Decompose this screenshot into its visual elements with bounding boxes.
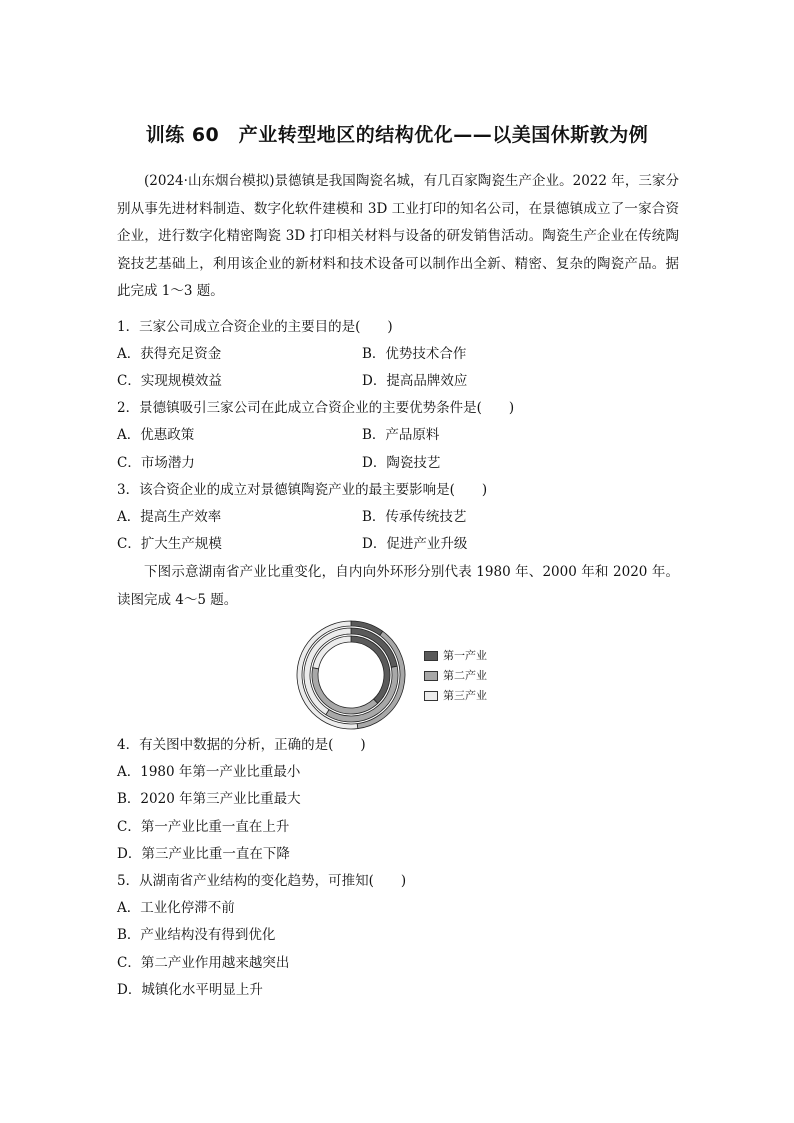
question-4-option-c: C．第一产业比重一直在上升 [117, 819, 290, 835]
legend-primary-swatch [424, 651, 438, 661]
question-1-stem: 1．三家公司成立合资企业的主要目的是( ) [117, 319, 393, 335]
legend-secondary-label: 第二产业 [443, 669, 487, 682]
question-5-stem: 5．从湖南省产业结构的变化趋势，可推知( ) [117, 873, 407, 889]
question-3-option-a: A．提高生产效率 [117, 509, 222, 525]
ring-chart-svg [296, 620, 406, 730]
intro-paragraph-1: (2024·山东烟台模拟)景德镇是我国陶瓷名城，有几百家陶瓷生产企业。2022 年，三家分别从事先进材料制造、数字化软件建模和 3D 工业打印的知名公司，在景德镇成立了一家合资企业，进行数字化精密陶瓷 3D 打印相关材料与设备的研发销售活动。陶瓷生产企业在传统陶瓷技艺基础上，利用该企业的新材料和技术设备可以制作出全新、精密、复杂的陶瓷产品。据此完成 1～3 题。 [117, 173, 679, 299]
legend-tertiary [424, 689, 487, 703]
question-1-option-c: C．实现规模效益 [117, 373, 222, 389]
question-5-option-d: D．城镇化水平明显上升 [117, 982, 263, 998]
question-4-option-b: B．2020 年第三产业比重最大 [117, 791, 301, 807]
question-2-option-b: B．产品原料 [362, 427, 440, 443]
legend-primary-label: 第一产业 [443, 649, 487, 662]
question-1-option-a: A．获得充足资金 [117, 346, 222, 362]
question-3-option-d: D．促进产业升级 [362, 536, 468, 552]
question-2-stem: 2．景德镇吸引三家公司在此成立合资企业的主要优势条件是( ) [117, 400, 515, 416]
question-5-option-b: B．产业结构没有得到优化 [117, 927, 276, 943]
intro-paragraph-2: 下图示意湖南省产业比重变化，自内向外环形分别代表 1980 年、2000 年和 2020 年。读图完成 4～5 题。 [117, 564, 679, 608]
legend-secondary-swatch [424, 671, 438, 681]
question-3-option-b: B．传承传统技艺 [362, 509, 467, 525]
question-4-option-a: A．1980 年第一产业比重最小 [117, 764, 301, 780]
legend-secondary [424, 669, 487, 683]
question-2-option-d: D．陶瓷技艺 [362, 455, 441, 471]
question-3-stem: 3．该合资企业的成立对景德镇陶瓷产业的最主要影响是( ) [117, 482, 488, 498]
page-title: 训练 60 产业转型地区的结构优化——以美国休斯敦为例 [145, 124, 649, 146]
industry-ring-chart [296, 620, 516, 730]
legend-primary [424, 649, 487, 663]
question-1-option-b: B．优势技术合作 [362, 346, 467, 362]
question-4-option-d: D．第三产业比重一直在下降 [117, 846, 290, 862]
question-2-option-a: A．优惠政策 [117, 427, 195, 443]
legend-tertiary-swatch [424, 691, 438, 701]
question-2-option-c: C．市场潜力 [117, 455, 195, 471]
question-5-option-a: A．工业化停滞不前 [117, 900, 235, 916]
question-3-option-c: C．扩大生产规模 [117, 536, 222, 552]
question-4-stem: 4．有关图中数据的分析，正确的是( ) [117, 737, 366, 753]
question-1-option-d: D．提高品牌效应 [362, 373, 468, 389]
question-5-option-c: C．第二产业作用越来越突出 [117, 955, 290, 971]
legend-tertiary-label: 第三产业 [443, 689, 487, 702]
